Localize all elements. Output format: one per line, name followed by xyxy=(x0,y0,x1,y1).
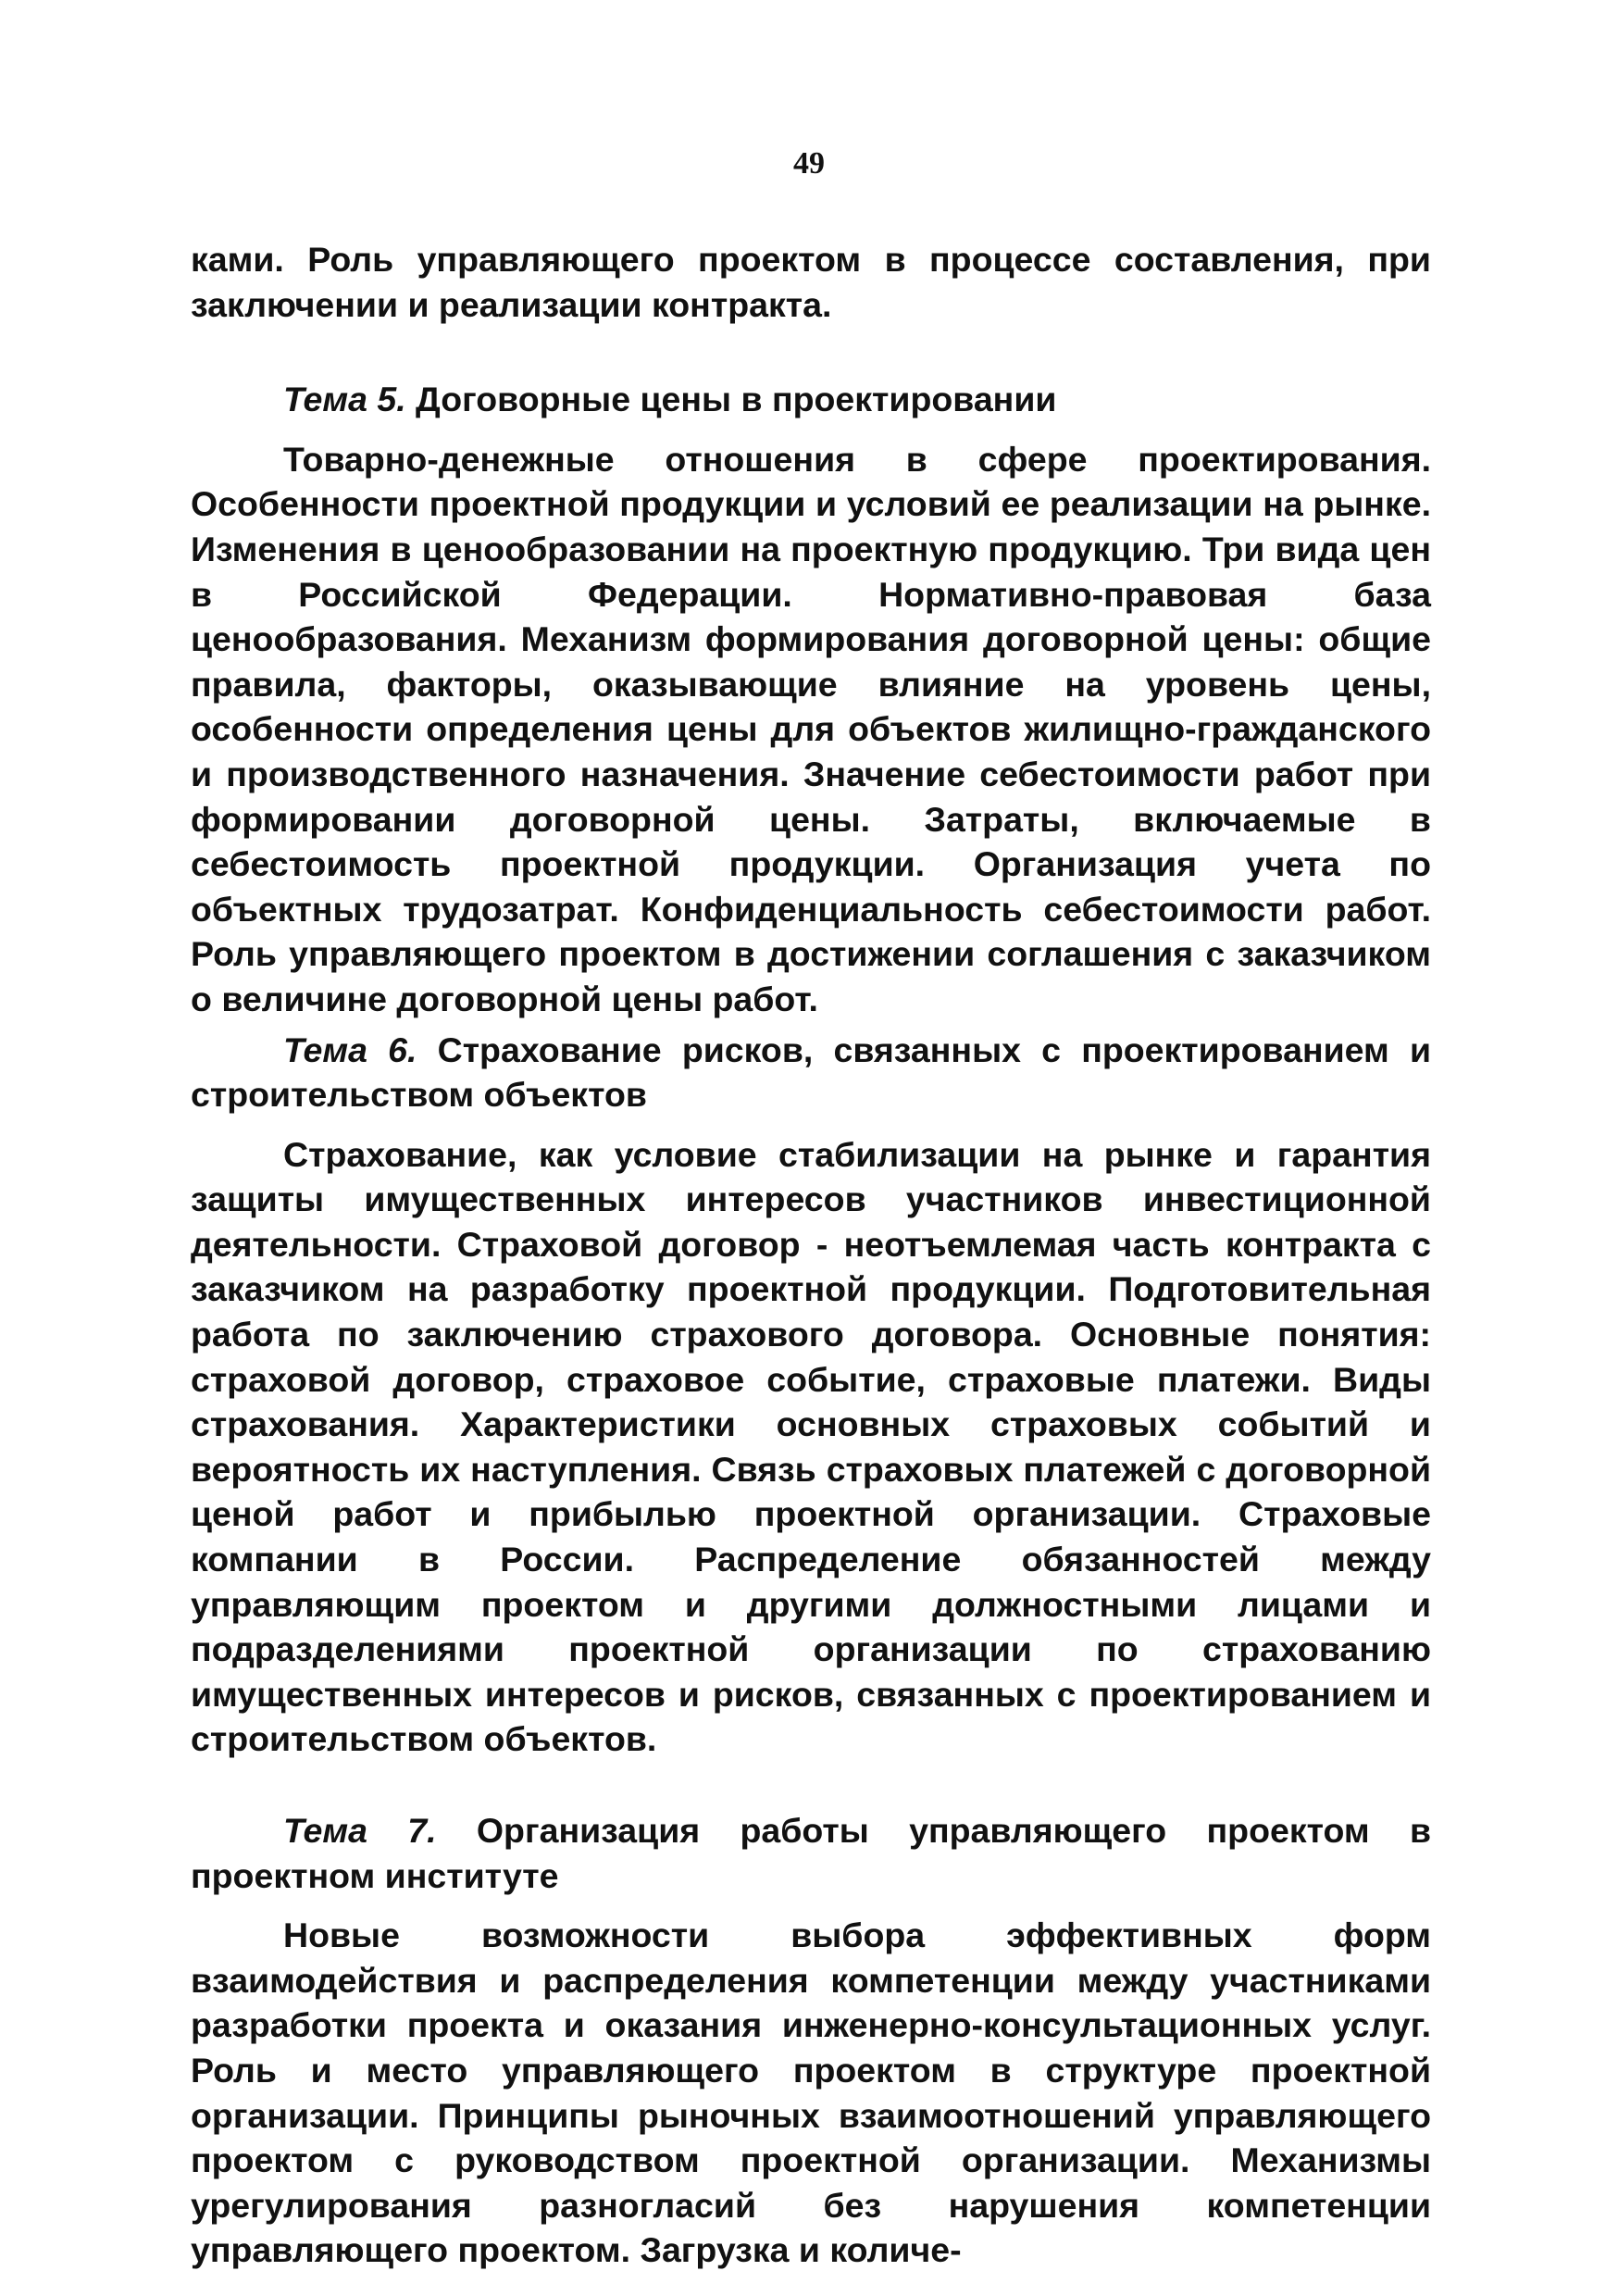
topic-7-heading xyxy=(191,1808,1431,1898)
topic-5-title: Договорные цены в проектировании xyxy=(416,380,1057,419)
topic-6-title: Страхование рисков, связанных с проектированием и строительством объектов xyxy=(191,1029,1432,1115)
topic-7-body: Новые возможности выбора эффективных форм взаимодействия и распределения компетенции между участниками разработки проекта и оказания инженерно-консультационных услуг. Роль и место управляющего проектом в структуре проектной организации. Принципы рыночных взаимоотношений управляющего проектом с руководством проектной организации. Механизмы урегулирования разногласий без нарушения компетенции управляющего проектом. Загрузка и количе- xyxy=(191,1915,1431,2270)
topic-6-heading xyxy=(191,1028,1431,1117)
topic-5-body: Товарно-денежные отношения в сфере проектирования. Особенности проектной продукции и условий ее реализации на рынке. Изменения в ценообразовании на проектную продукцию. Три вида цен в Российской Федерации. Нормативно-правовая база ценообразования. Механизм формирования договорной цены: общие правила, факторы, оказывающие влияние на уровень цены, особенности определения цены для объектов жилищно-гражданского и производственного назначения. Значение себестоимости работ при формировании договорной цены. Затраты, включаемые в себестоимость проектной продукции. Организация учета по объектных трудозатрат. Конфиденциальность себестоимости работ. Роль управляющего проектом в достижении соглашения с заказчиком о величине договорной цены работ. xyxy=(191,439,1431,1018)
page-content xyxy=(191,237,1431,2273)
topic-6-label: Тема 6. xyxy=(283,1029,417,1069)
topic-7-label: Тема 7. xyxy=(283,1811,437,1850)
topic-6-body: Страхование, как условие стабилизации на рынке и гарантия защиты имущественных интересов участников инвестиционной деятельности. Страховой договор - неотъемлемая часть контракта с заказчиком на разработку проектной продукции. Подготовительная работа по заключению страхового договора. Основные понятия: страховой договор, страховое событие, страховые платежи. Виды страхования. Характеристики основных страховых событий и вероятность их наступления. Связь страховых платежей с договорной ценой работ и прибылью проектной организации. Страховые компании в России. Распределение обязанностей между управляющим проектом и другими должностными лицами и подразделениями проектной организации по страхованию имущественных интересов и рисков, связанных с проектированием и строительством объектов. xyxy=(191,1134,1431,1759)
page-number: 49 xyxy=(793,146,825,181)
topic-5-label: Тема 5. xyxy=(283,380,406,419)
topic-5-heading xyxy=(191,377,1431,422)
intro-paragraph: ками. Роль управляющего проектом в процессе составления, при заключении и реализации контракта. xyxy=(191,240,1431,324)
topic-7-title: Организация работы управляющего проектом в проектном институте xyxy=(191,1811,1432,1895)
